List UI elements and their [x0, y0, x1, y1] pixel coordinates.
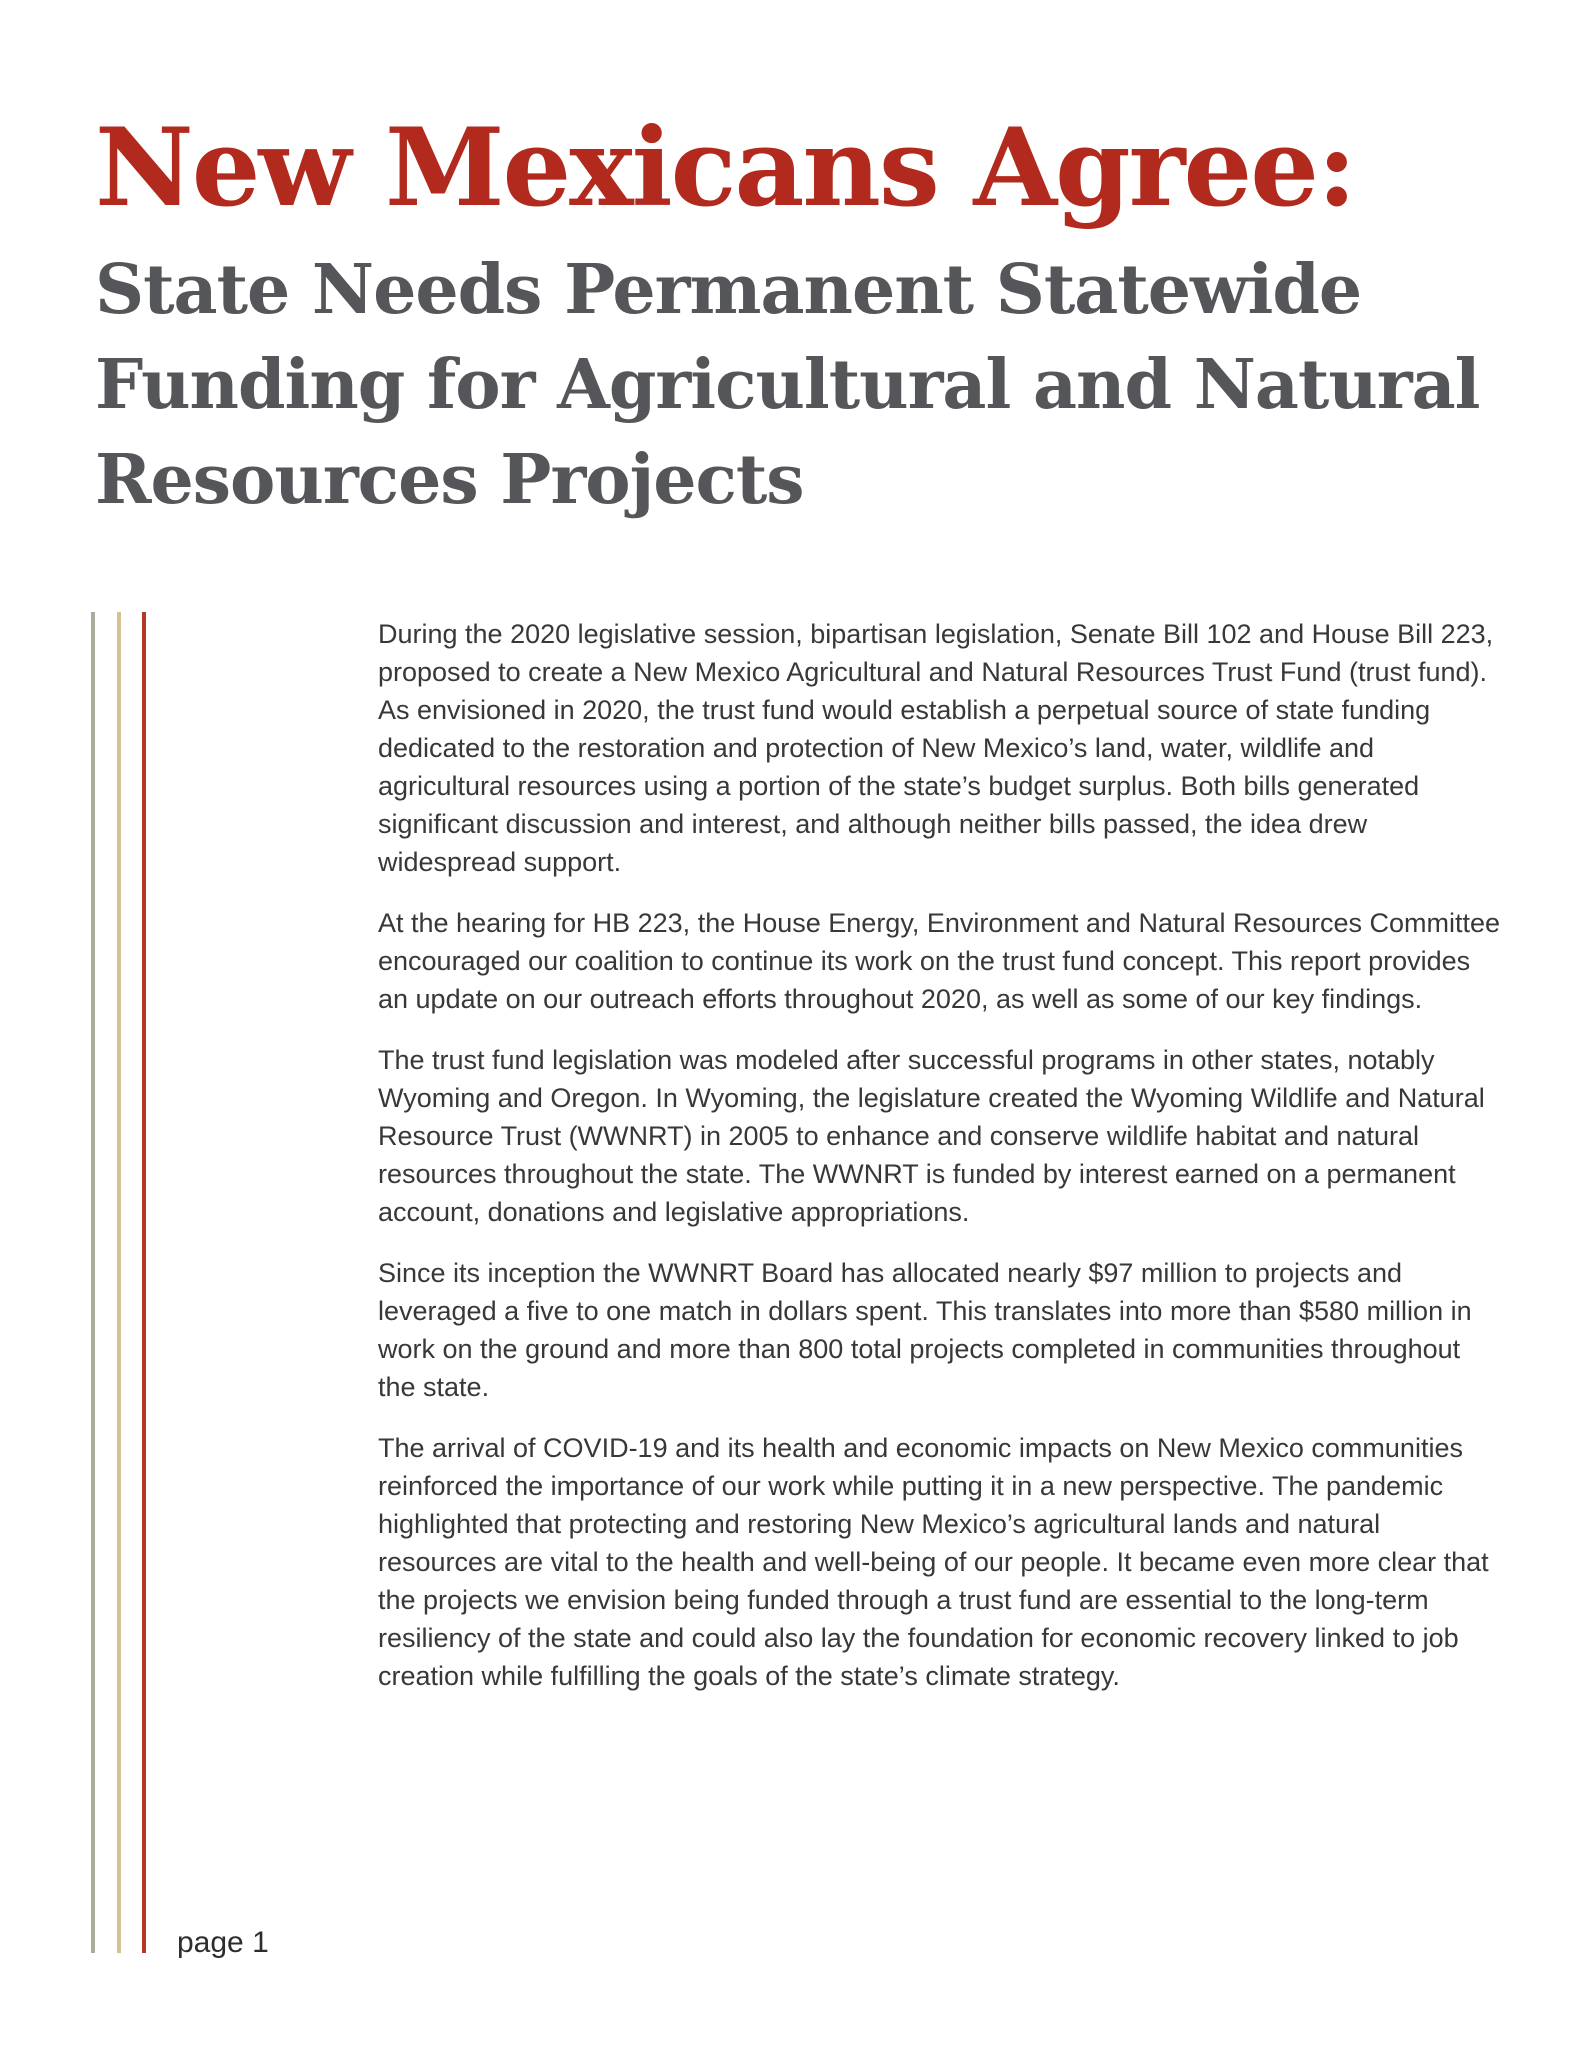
sage-vertical-rule [91, 612, 95, 1953]
body-paragraph-4: Since its inception the WWNRT Board has allocated nearly $97 million to projects and leveraged a five to one match in dollars spent. This translates into more than $580 million in work on the ground and more than 800 total projects completed in communities throughout the state. [378, 1258, 1472, 1402]
body-text-column [378, 615, 1503, 1718]
subtitle-line-1: State Needs Permanent Statewide [95, 249, 1362, 330]
body-paragraph-2: At the hearing for HB 223, the House Energy, Environment and Natural Resources Committee encouraged our coalition to continue its work on the trust fund concept. This report provides an update on our outreach efforts throughout 2020, as well as some of our key findings. [378, 908, 1501, 1014]
tan-vertical-rule [117, 612, 121, 1953]
page-title: New Mexicans Agree: [95, 105, 1355, 231]
subtitle-line-2: Funding for Agricultural and Natural [95, 344, 1480, 425]
body-paragraph-3: The trust fund legislation was modeled after successful programs in other states, notably Wyoming and Oregon. In Wyoming, the legislature created the Wyoming Wildlife and Natural Resource Trust (WWNRT) in 2005 to enhance and conserve wildlife habitat and natural resources throughout the state. The WWNRT is funded by interest earned on a permanent account, donations and legislative appropriations. [378, 1045, 1485, 1227]
title-block [95, 105, 1515, 528]
subtitle-line-3: Resources Projects [95, 439, 804, 520]
page-subtitle [95, 243, 1515, 528]
red-vertical-rule [142, 612, 146, 1953]
body-paragraph-1: During the 2020 legislative session, bipartisan legislation, Senate Bill 102 and House Bill 223, proposed to create a New Mexico Agricultural and Natural Resources Trust Fund (trust fund). As envisioned in 2020, the trust fund would establish a perpetual source of state funding dedicated to the restoration and protection of New Mexico’s land, water, wildlife and agricultural resources using a portion of the state’s budget surplus. Both bills generated significant discussion and interest, and although neither bills passed, the idea drew widespread support. [378, 619, 1494, 877]
body-paragraph-5: The arrival of COVID-19 and its health and economic impacts on New Mexico communities reinforced the importance of our work while putting it in a new perspective. The pandemic highlighted that protecting and restoring New Mexico’s agricultural lands and natural resources are vital to the health and well-being of our people. It became even more clear that the projects we envision being funded through a trust fund are essential to the long-term resiliency of the state and could also lay the foundation for economic recovery linked to job creation while fulfilling the goals of the state’s climate strategy. [378, 1433, 1489, 1691]
page-number: page 1 [177, 1926, 269, 1959]
